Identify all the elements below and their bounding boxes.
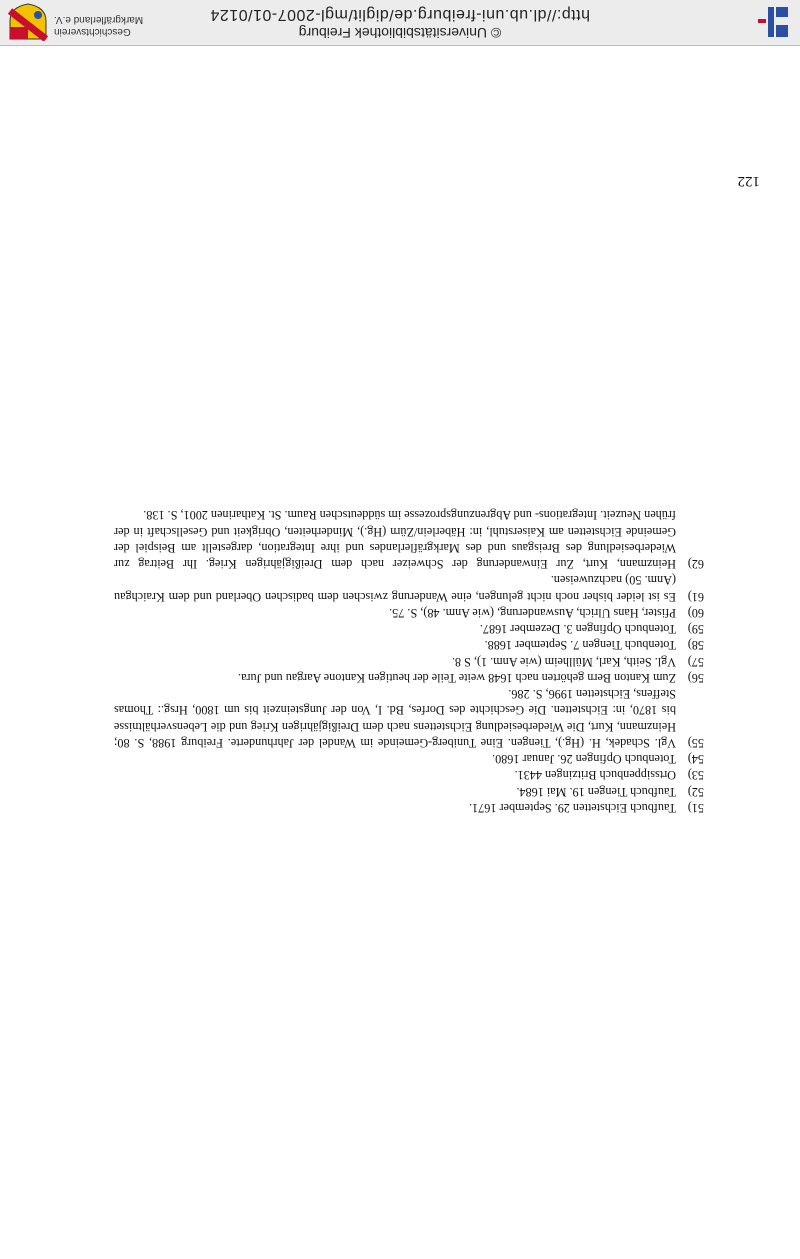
coat-of-arms-icon xyxy=(8,3,48,41)
footnote xyxy=(114,751,704,767)
document-url[interactable]: http://dl.ub.uni-freiburg.de/diglit/mgl-2007-01/0124 xyxy=(210,6,590,23)
footnote-text: Totenbuch Opfingen 3. Dezember 1687. xyxy=(479,622,676,637)
footnote xyxy=(114,605,704,621)
footnote-text: Totenbuch Opfingen 26. Januar 1680. xyxy=(492,752,676,767)
footnote-text: Ortssippenbuch Britzingen 4431. xyxy=(514,768,676,783)
footnotes xyxy=(114,507,704,816)
footnote xyxy=(114,686,704,751)
footnote-text: Heinzmann, Kurt, Zur Einwanderung der Schweizer nach dem Dreißigjährigen Krieg. Ihr Beitrag zur Wiederbesiedlung des Breisgaus und des Markgräflerlandes und ihre Integration, dargestellt am Beispiel der Gemeinde Eichstetten am Kaiserstuhl, in: Häberlein/Zürn (Hg.), Minderheiten, Obrigkeit und Gesellschaft in der frühen Neuzeit. Integrations- und Abgrenzungsprozesse im süddeutschen Raum. St. Katharinen 2001, S. 138. xyxy=(114,508,676,572)
footnote xyxy=(114,670,704,686)
footnote-text: Totenbuch Tiengen 7. September 1688. xyxy=(484,638,676,653)
footnote-number: 52) xyxy=(687,784,704,799)
footnote-text: Taufbuch Eichstetten 29. September 1671. xyxy=(469,801,676,815)
footnote xyxy=(114,507,704,572)
footnote-number: 54) xyxy=(687,752,704,767)
footnote-number: 60) xyxy=(687,606,704,620)
footnote-text: Vgl. Seith, Karl, Müllheim (wie Anm. 1), S 8. xyxy=(451,654,676,669)
footnote xyxy=(114,800,704,816)
footnote-number: 57) xyxy=(687,654,704,669)
footer-bar xyxy=(0,0,800,46)
footnote-number: 55) xyxy=(687,736,704,750)
footnote-text: Pfister, Hans Ulrich, Auswanderung, (wie Anm. 48), S. 75. xyxy=(389,606,676,620)
association-name: Geschichtsverein Markgräflerland e.V. xyxy=(54,14,144,37)
footnote-text: Taufbuch Tiengen 19. Mai 1684. xyxy=(516,784,676,799)
footnote xyxy=(114,572,704,605)
footnote xyxy=(114,767,704,783)
footnote-text: Es ist leider bisher noch nicht gelungen, eine Wanderung zwischen dem badischen Oberland und dem Kraichgau (Anm. 50) nachzuweisen. xyxy=(114,573,676,604)
footnote-text: Zum Kanton Bern gehörten nach 1648 weite Teile der heutigen Kantone Aargau und Jura. xyxy=(238,671,676,685)
page-number: 122 xyxy=(737,173,760,189)
footnote-text: Vgl. Schadek, H. (Hg.), Tiengen. Eine Tuniberg-Gemeinde im Wandel der Jahrhunderte. Freiburg 1988, S. 80; Heinzmann, Kurt, Die Wiederbesiedlung Eichstettens nach dem Dreißigjährigen Krieg und die Lebensverhältnisse bis 1870, in: Eichstetten. Die Geschichte des Dorfes, Bd. I, Von der Jungsteinzeit bis um 1800, Hrsg.: Thomas Steffens, Eichstetten 1996, S. 286. xyxy=(114,687,676,750)
footnote xyxy=(114,654,704,670)
footnote-number: 61) xyxy=(687,589,704,604)
footnote-number: 56) xyxy=(687,671,704,685)
footnote-number: 62) xyxy=(687,557,704,572)
footnote xyxy=(114,784,704,800)
footnote xyxy=(114,621,704,637)
footnote-number: 53) xyxy=(687,768,704,783)
footnote-number: 59) xyxy=(687,622,704,637)
footnote-number: 58) xyxy=(687,638,704,653)
footnote xyxy=(114,637,704,653)
footnote-number: 51) xyxy=(687,801,704,815)
copyright-text: © Universitätsbibliothek Freiburg xyxy=(298,25,502,41)
